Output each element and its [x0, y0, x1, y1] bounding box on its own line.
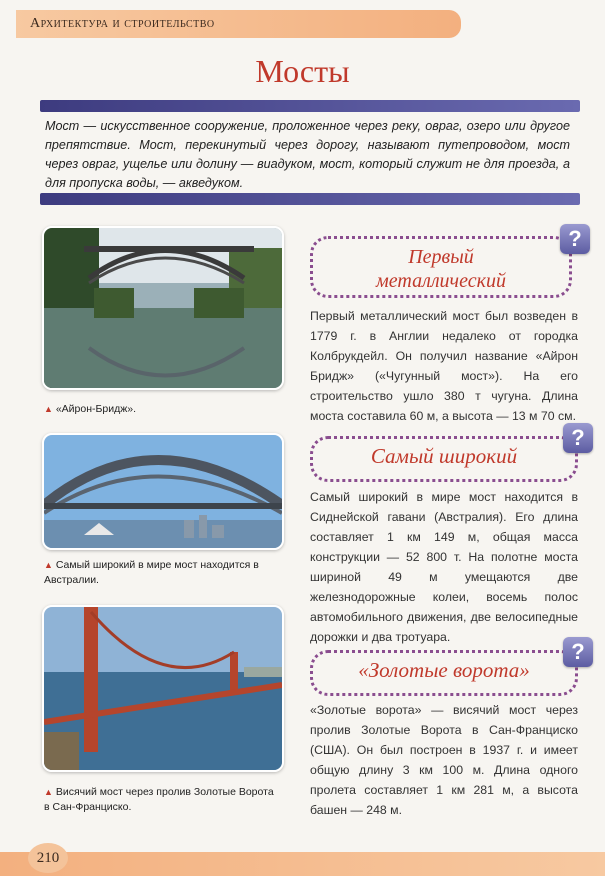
section-text-golden-gate: «Золотые ворота» — висячий мост через пролив Золотые Ворота в Сан-Франциско (США). Он был построен в 1937 г. и имеет общую длину 3 км 100 м. Длина одного пролета составляет 1 км 281 м, а высота башен — 248 м. — [310, 703, 578, 817]
question-icon: ? — [563, 423, 593, 453]
section-header — [16, 10, 461, 38]
question-icon: ? — [563, 637, 593, 667]
heading-widest: Самый широкий — [310, 436, 578, 482]
golden-gate-caption — [44, 785, 274, 815]
section-text-first-metal: Первый металлический мост был возведен в 1779 г. в Англии недалеко от городка Колбрукдейл. Он получил название «Айрон Бридж» («Чугунный мост»). На его строительство ушло 380 т чугуна. Длина моста составила 60 м, а высота — 13 м 70 см. — [310, 309, 578, 423]
page-title: Мосты — [255, 53, 350, 89]
golden-gate-photo — [42, 605, 284, 772]
iron-bridge-caption — [44, 402, 274, 417]
triangle-marker-icon: ▲ — [44, 560, 53, 570]
page-number: 210 — [28, 843, 68, 873]
question-icon: ? — [560, 224, 590, 254]
iron-bridge-photo — [42, 226, 284, 390]
section-text-widest: Самый широкий в мире мост находится в Сиднейской гавани (Австралия). Его длина составляет 1 км 149 м, общая масса конструкции — 52 800 т. На полотне моста шириной 49 м умещаются две железнодорожные колеи, восемь полос автомобильного движения, две велосипедные дорожки и два тротуара. — [310, 490, 578, 644]
caption-text: Висячий мост через пролив Золотые Ворота в Сан-Франциско. — [44, 786, 274, 813]
heading-first-metal — [310, 236, 572, 298]
section-header-label: Архитектура и строительство — [30, 16, 215, 31]
caption-text: «Айрон-Бридж». — [55, 403, 137, 415]
triangle-marker-icon: ▲ — [44, 787, 53, 797]
triangle-marker-icon: ▲ — [44, 404, 53, 414]
definition-text: Мост — искусственное сооружение, проложенное через реку, овраг, озеро или другое препятствие. Мост, перекинутый через дорогу, называют путепроводом, мост через овраг, ущелье или долину — виадуком, мост, который служит не для проезда, а для пропуска воды, — акведуком. — [45, 119, 570, 190]
footer-band — [0, 852, 605, 876]
heading-golden-gate: «Золотые ворота» — [310, 650, 578, 696]
sydney-bridge-photo — [42, 433, 284, 550]
divider-band-bottom — [40, 193, 580, 205]
heading-line-1: Первый — [408, 246, 474, 268]
divider-band-top — [40, 100, 580, 112]
caption-text: Самый широкий в мире мост находится в Австралии. — [44, 559, 259, 586]
sydney-bridge-caption — [44, 558, 274, 588]
heading-line-2: металлический — [376, 270, 506, 292]
